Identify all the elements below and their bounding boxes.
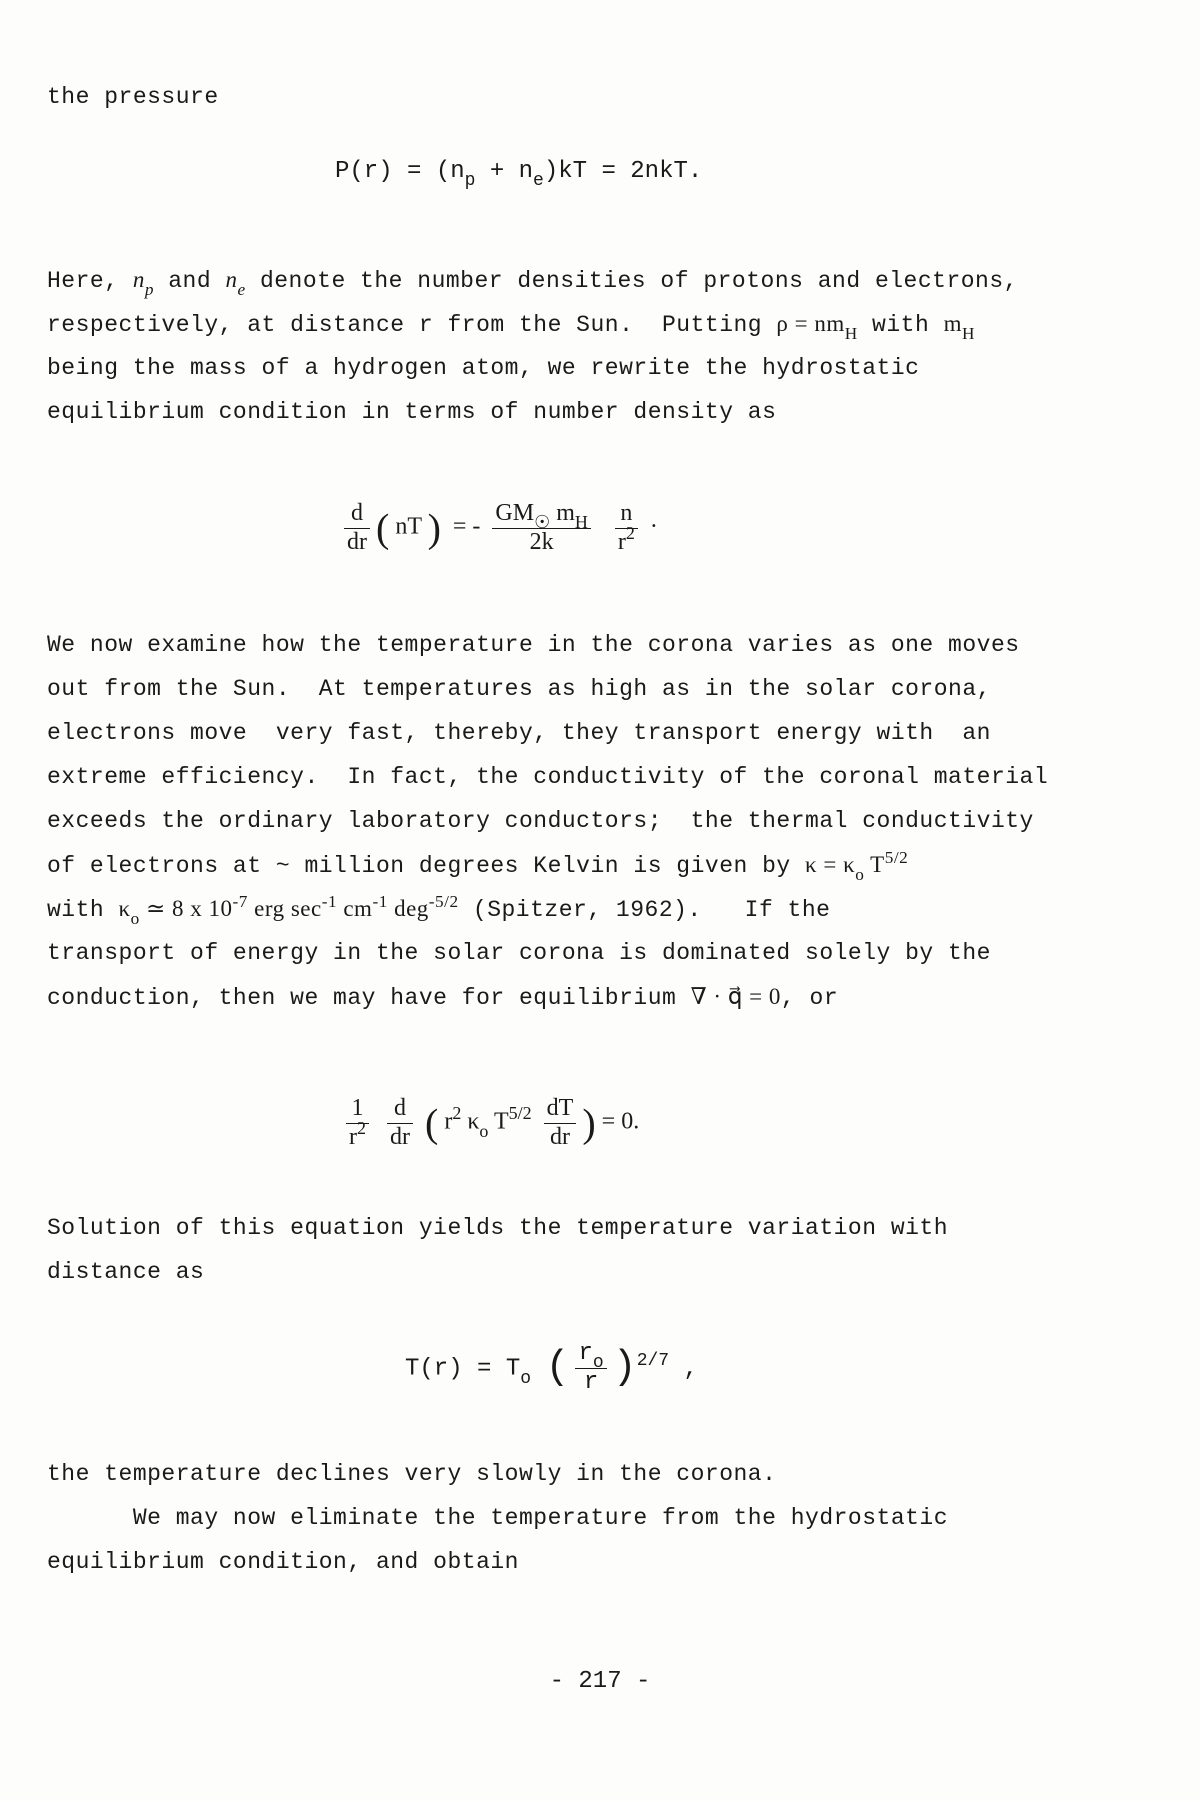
text-line: out from the Sun. At temperatures as high as in the solar corona, — [47, 676, 991, 702]
text-line: electrons move very fast, thereby, they transport energy with an — [47, 720, 991, 746]
equation-pressure: $P(r) = (n_p + n_e)kT = 2nkT$. — [335, 158, 703, 192]
equation-hydrostatic: $\frac{d}{dr}$ ( nT ) = - $\frac{GM_☉ m_H}{2k}$ $\frac{n}{r^2}$ · — [338, 500, 658, 556]
text-line: We now examine how the temperature in the corona varies as one moves — [47, 632, 1020, 658]
text-line: We may now eliminate the temperature from the hydrostatic — [47, 1505, 949, 1531]
text-line: being the mass of a hydrogen atom, we rewrite the hydrostatic — [47, 355, 920, 381]
equation-conduction: $\frac{1}{r^2}$ $\frac{d}{dr}$ ( $r^2$ $\kappa_o$ $T^{5/2}$ $\frac{dT}{dr}$ ) = 0. — [340, 1095, 639, 1151]
text-line: Solution of this equation yields the temperature variation with — [47, 1215, 949, 1241]
text-line: equilibrium condition, and obtain — [47, 1549, 519, 1575]
text-line: conduction, then we may have for equilibrium ∇ · q⃗ = 0, or — [47, 984, 839, 1011]
text-line: Here, $n_p$ and $n_e$ denote the number densities of protons and electrons, — [47, 267, 1018, 299]
text-line: of electrons at ~ million degrees Kelvin is given by $\kappa = \kappa_o$ $T^{5/2}$ — [47, 847, 909, 884]
text-line: equilibrium condition in terms of number density as — [47, 399, 777, 425]
equation-temperature: $T(r) = T_o$ ( $\frac{r_o}{r}$ )$^{2/7}$ , — [405, 1340, 698, 1396]
text-line: the temperature declines very slowly in the corona. — [47, 1461, 777, 1487]
text-line: extreme efficiency. In fact, the conductivity of the coronal material — [47, 764, 1049, 790]
page-number: - 217 - — [549, 1668, 651, 1695]
text-line: respectively, at distance r from the Sun. Putting $\rho = nm_H$ with $m_H$ — [47, 311, 975, 343]
text-line: with $\kappa_o$ ≃ 8 x $10^{-7}$ erg $\sec^{-1} cm^{-1}$ deg$^{-5/2}$ (Spitzer, 1962). If the — [47, 891, 831, 928]
text-line: distance as — [47, 1259, 205, 1285]
text-line: exceeds the ordinary laboratory conductors; the thermal conductivity — [47, 808, 1034, 834]
text-line: the pressure — [47, 84, 219, 110]
text-line: transport of energy in the solar corona is dominated solely by the — [47, 940, 991, 966]
